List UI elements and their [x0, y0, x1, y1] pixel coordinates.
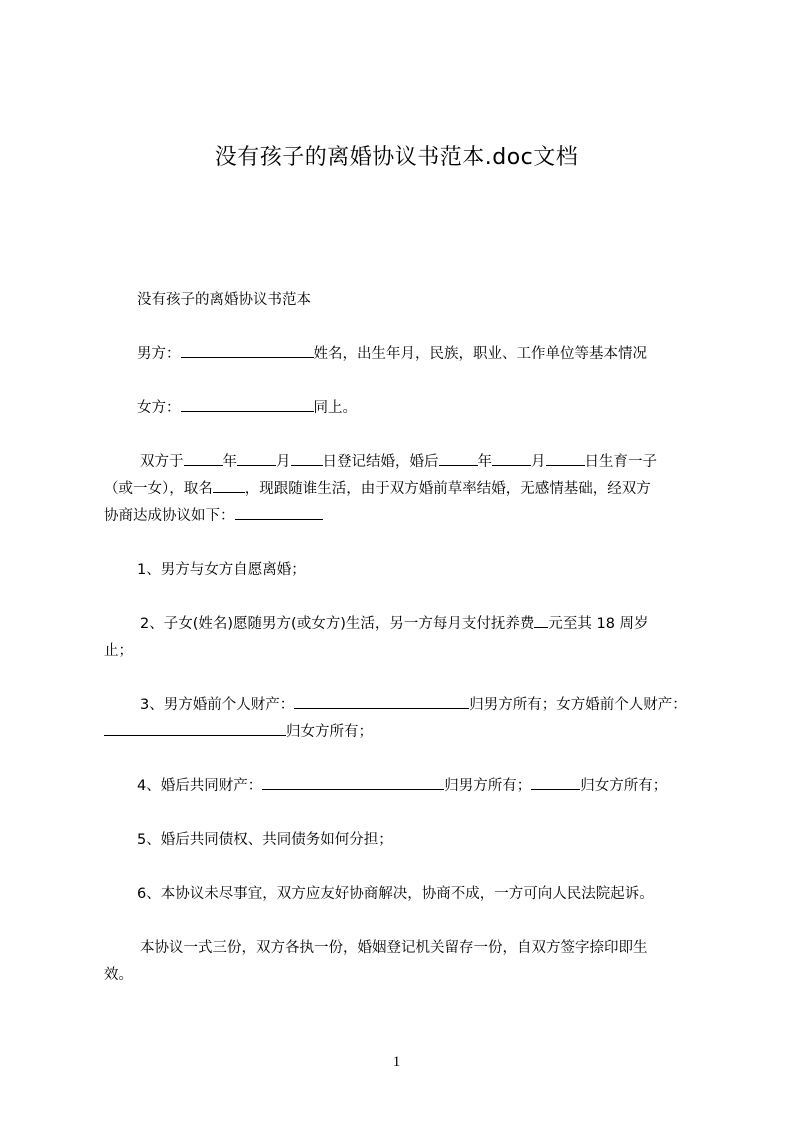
male-party-label: 男方： [137, 346, 181, 362]
clause-4 [137, 773, 749, 800]
clause-2-line-2 [104, 638, 716, 665]
clause-2 [104, 611, 716, 665]
female-party-label: 女方： [137, 400, 181, 416]
marriage-text: 月 [531, 454, 546, 470]
clause-2-line-1 [104, 611, 716, 638]
document-title: 没有孩子的离婚协议书范本.doc文档 [214, 145, 579, 170]
marriage-text: 年 [222, 454, 237, 470]
joint-property-male-blank[interactable] [262, 775, 444, 790]
marriage-text: 年 [477, 454, 492, 470]
closing-line-1: 本协议一式三份，双方各执一份，婚姻登记机关留存一份，自双方签字捺印即生 [140, 940, 648, 956]
clause-6 [137, 881, 749, 908]
marriage-text: 协商达成协议如下： [104, 508, 235, 524]
marriage-paragraph [104, 449, 716, 530]
female-name-blank[interactable] [181, 397, 314, 412]
agreement-heading-text: 没有孩子的离婚协议书范本 [137, 292, 311, 308]
support-amount-blank[interactable] [534, 613, 548, 628]
marriage-text: 日登记结婚，婚后 [322, 454, 439, 470]
female-premarital-property-blank[interactable] [104, 721, 286, 736]
clause-4-text: 归男方所有； [444, 778, 532, 794]
marriage-text: 日生育一子 [584, 454, 657, 470]
marriage-text: （或一女），取名 [104, 481, 213, 497]
marriage-text: 双方于 [140, 454, 184, 470]
clause-1 [137, 557, 749, 584]
birth-month-blank[interactable] [492, 451, 531, 466]
page-number: 1 [392, 1054, 401, 1070]
child-name-blank[interactable] [213, 478, 245, 493]
clause-3-text: 归女方所有； [286, 724, 373, 740]
male-name-blank[interactable] [181, 343, 314, 358]
marriage-year-blank[interactable] [184, 451, 223, 466]
clause-3-line-2 [104, 719, 716, 746]
clause-3-text: 归男方所有；女方婚前个人财产： [469, 697, 687, 713]
agreement-blank[interactable] [235, 505, 323, 520]
clause-5 [137, 827, 749, 854]
clause-6-text: 6、本协议未尽事宜，双方应友好协商解决，协商不成，一方可向人民法院起诉。 [137, 886, 654, 902]
closing-line-2: 效。 [104, 967, 133, 983]
male-party-description: 姓名，出生年月，民族，职业、工作单位等基本情况 [313, 346, 647, 362]
birth-year-blank[interactable] [439, 451, 478, 466]
marriage-text: 月 [276, 454, 291, 470]
marriage-text: ，现跟随谁生活，由于双方婚前草率结婚，无感情基础，经双方 [244, 481, 651, 497]
closing-paragraph [104, 935, 716, 989]
clause-1-text: 1、男方与女方自愿离婚； [137, 562, 306, 578]
male-party-line [137, 341, 749, 368]
clause-3-line-1 [104, 692, 716, 719]
clause-3-text: 3、男方婚前个人财产： [140, 697, 295, 713]
marriage-month-blank[interactable] [237, 451, 276, 466]
female-party-line [137, 395, 749, 422]
female-party-description: 同上。 [313, 400, 357, 416]
clause-2-text: 止； [104, 643, 133, 659]
clause-5-text: 5、婚后共同债权、共同债务如何分担； [137, 832, 393, 848]
clause-2-text: 2、子女(姓名)愿随男方(或女方)生活，另一方每月支付抚养费 [140, 616, 535, 632]
marriage-day-blank[interactable] [291, 451, 323, 466]
clause-2-text: 元至其 18 周岁 [548, 616, 649, 632]
marriage-line-2 [104, 476, 716, 503]
clause-3 [104, 692, 716, 746]
clause-4-text: 4、婚后共同财产： [137, 778, 263, 794]
marriage-line-1 [104, 449, 716, 476]
birth-day-blank[interactable] [546, 451, 585, 466]
marriage-line-3 [104, 503, 716, 530]
clause-4-text: 归女方所有； [580, 778, 668, 794]
joint-property-female-blank[interactable] [531, 775, 580, 790]
agreement-heading [137, 287, 749, 314]
male-premarital-property-blank[interactable] [294, 694, 469, 709]
